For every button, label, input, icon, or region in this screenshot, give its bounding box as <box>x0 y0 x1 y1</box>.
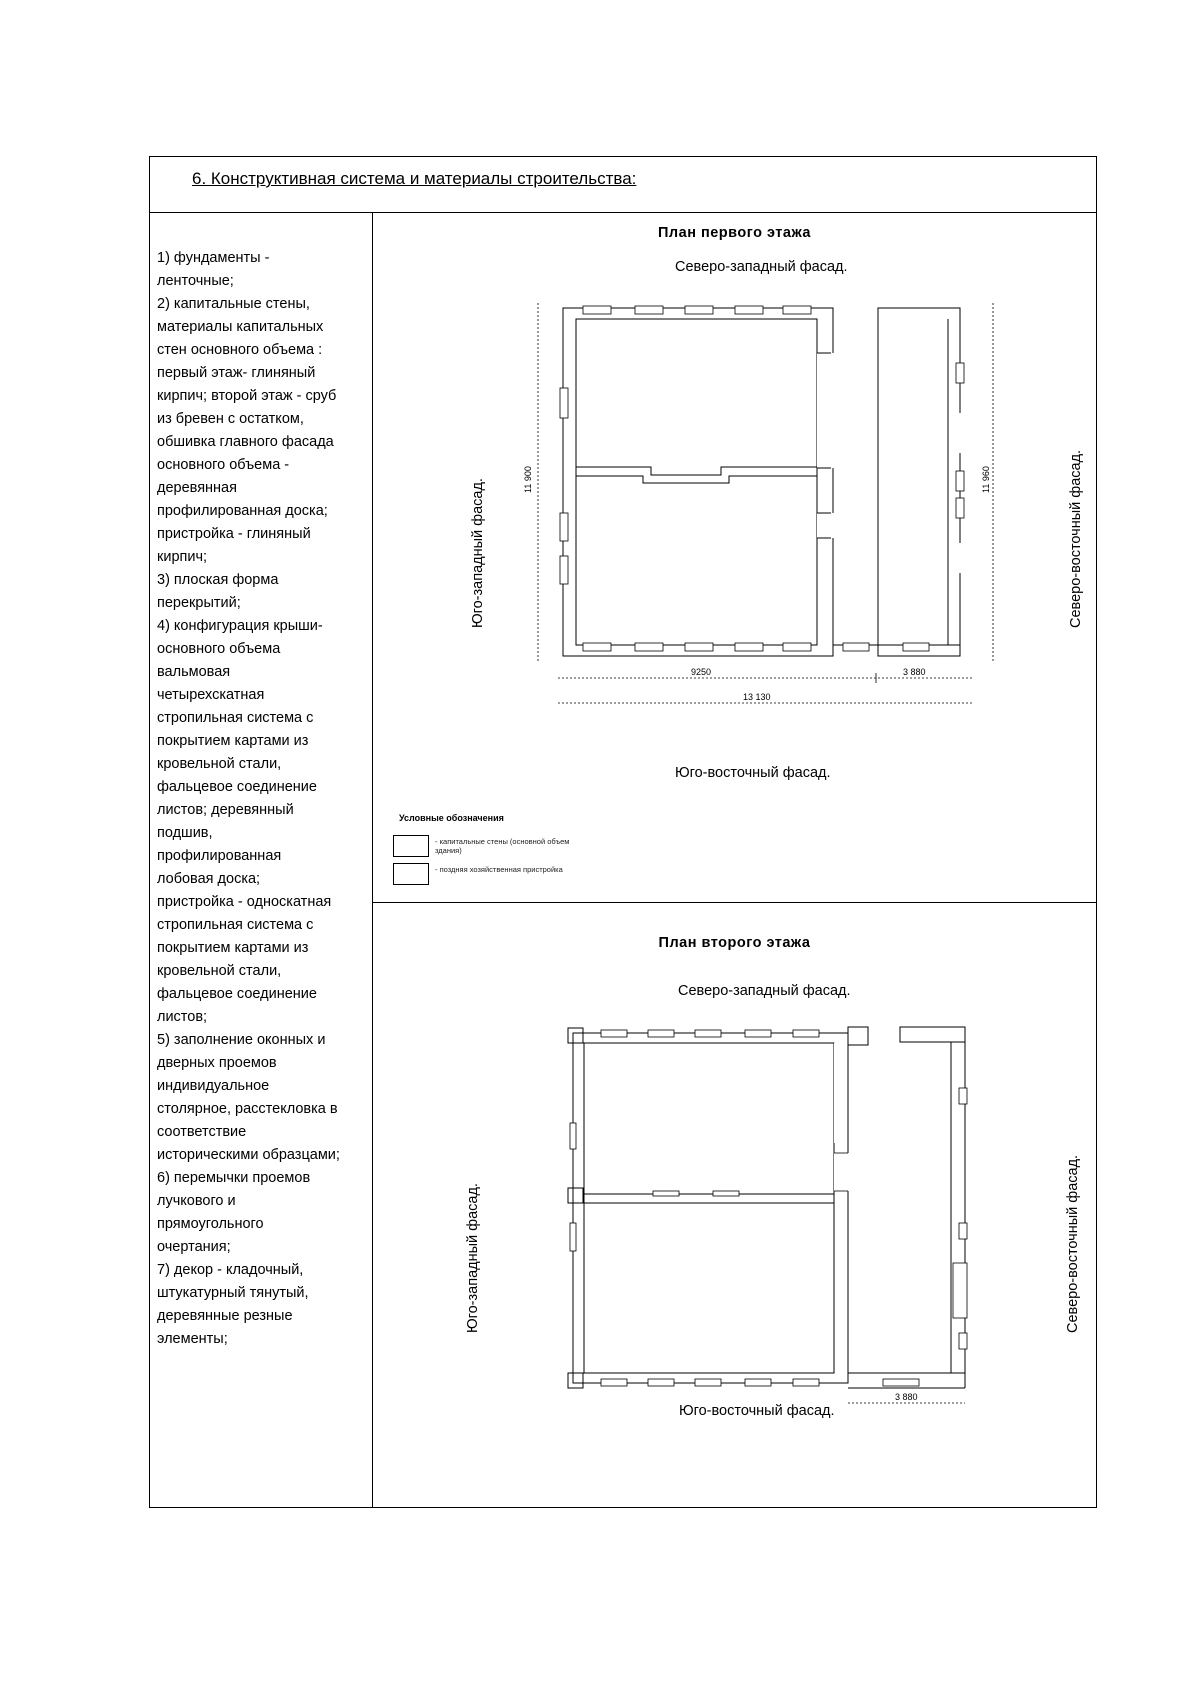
second-floor-facade-north-east: Северо-восточный фасад. <box>1065 1154 1081 1333</box>
description-line: индивидуальное <box>157 1078 270 1094</box>
legend-swatch-annex <box>393 863 429 885</box>
partition-wall <box>576 467 817 475</box>
description-line: пристройка - глиняный <box>157 526 311 542</box>
description-line: дверных проемов <box>157 1055 277 1071</box>
first-floor-facade-south-east: Юго-восточный фасад. <box>675 765 831 781</box>
description-line: очертания; <box>157 1239 231 1255</box>
second-floor-plan-drawing <box>373 903 1098 1463</box>
description-line: кирпич; <box>157 549 208 565</box>
description-line: вальмовая <box>157 664 231 680</box>
description-line: профилированная <box>157 848 282 864</box>
first-floor-panel <box>373 213 1096 903</box>
second-floor-facade-south-east: Юго-восточный фасад. <box>679 1403 835 1419</box>
description-column <box>150 213 373 1507</box>
annex-top-2 <box>900 1027 965 1042</box>
description-line: материалы капитальных <box>157 319 324 335</box>
second-floor-facade-north-west: Северо-западный фасад. <box>678 983 851 999</box>
description-line: лучкового и <box>157 1193 236 1209</box>
description-line: элементы; <box>157 1331 228 1347</box>
main-volume-outer-wall-2 <box>573 1033 848 1383</box>
description-line: кровельной стали, <box>157 756 282 772</box>
description-line: деревянная <box>157 480 237 496</box>
description-line: пристройка - односкатная <box>157 894 332 910</box>
dim-annex-label: 3 880 <box>903 667 926 677</box>
dim-left-label: 11 900 <box>523 466 533 493</box>
description-line: первый этаж- глиняный <box>157 365 316 381</box>
description-line: стен основного объема : <box>157 342 323 358</box>
section-title: 6. Конструктивная система и материалы строительства: <box>192 169 637 188</box>
partition-wall-inner <box>576 476 817 483</box>
first-floor-title: План первого этажа <box>658 225 811 241</box>
legend-swatch-main <box>393 835 429 857</box>
second-floor-panel <box>373 903 1096 1507</box>
description-line: профилированная доска; <box>157 503 328 519</box>
description-line: ленточные; <box>157 273 234 289</box>
description-line: соответствие <box>157 1124 247 1140</box>
first-floor-plan-drawing <box>373 213 1098 903</box>
description-line: основного объема - <box>157 457 290 473</box>
legend-label-annex: - поздняя хозяйственная пристройка <box>435 865 563 874</box>
description-line: покрытием картами из <box>157 733 309 749</box>
legend-item-annex <box>393 863 593 889</box>
description-line: листов; <box>157 1009 208 1025</box>
description-line: 1) фундаменты - <box>157 250 270 266</box>
description-line: перекрытий; <box>157 595 241 611</box>
description-line: обшивка главного фасада <box>157 434 334 450</box>
description-line: 5) заполнение оконных и <box>157 1032 326 1048</box>
description-line: стропильная система с <box>157 917 314 933</box>
description-line: четырехскатная <box>157 687 265 703</box>
description-line: 2) капитальные стены, <box>157 296 310 312</box>
second-floor-facade-south-west: Юго-западный фасад. <box>465 1183 481 1333</box>
main-volume-inner-wall <box>576 319 817 645</box>
description-text <box>157 247 369 1351</box>
description-line: деревянные резные <box>157 1308 293 1324</box>
dim-right-label: 11 960 <box>981 466 991 493</box>
form-frame <box>149 156 1097 1508</box>
main-volume-outer-wall <box>563 308 833 656</box>
second-floor-title: План второго этажа <box>658 935 811 951</box>
first-floor-facade-north-east: Северо-восточный фасад. <box>1068 449 1084 628</box>
section-header <box>150 157 1096 213</box>
description-line: фальцевое соединение <box>157 779 317 795</box>
dim-total-label: 13 130 <box>743 692 771 702</box>
description-line: историческими образцами; <box>157 1147 340 1163</box>
description-line: стропильная система с <box>157 710 314 726</box>
plans-column <box>373 213 1096 1507</box>
partition-wall-2 <box>584 1194 834 1203</box>
legend-label-main: - капитальные стены (основной объем здания) <box>435 837 570 855</box>
description-line: 4) конфигурация крыши- <box>157 618 323 634</box>
description-line: листов; деревянный <box>157 802 294 818</box>
description-line: основного объема <box>157 641 281 657</box>
description-line: 6) перемычки проемов <box>157 1170 311 1186</box>
legend-title: Условные обозначения <box>399 813 504 823</box>
first-floor-facade-north-west: Северо-западный фасад. <box>675 259 848 275</box>
legend-item-main <box>393 835 593 861</box>
description-line: из бревен с остатком, <box>157 411 304 427</box>
description-line: подшив, <box>157 825 213 841</box>
description-line: лобовая доска; <box>157 871 261 887</box>
description-line: кирпич; второй этаж - сруб <box>157 388 337 404</box>
description-line: покрытием картами из <box>157 940 309 956</box>
description-line: кровельной стали, <box>157 963 282 979</box>
description-line: фальцевое соединение <box>157 986 317 1002</box>
description-line: 3) плоская форма <box>157 572 279 588</box>
description-line: прямоугольного <box>157 1216 264 1232</box>
description-line: штукатурный тянутый, <box>157 1285 309 1301</box>
dim-annex-2-label: 3 880 <box>895 1392 918 1402</box>
first-floor-facade-south-west: Юго-западный фасад. <box>470 478 486 628</box>
description-line: столярное, расстекловка в <box>157 1101 338 1117</box>
dim-main-label: 9250 <box>691 667 712 677</box>
description-line: 7) декор - кладочный, <box>157 1262 304 1278</box>
